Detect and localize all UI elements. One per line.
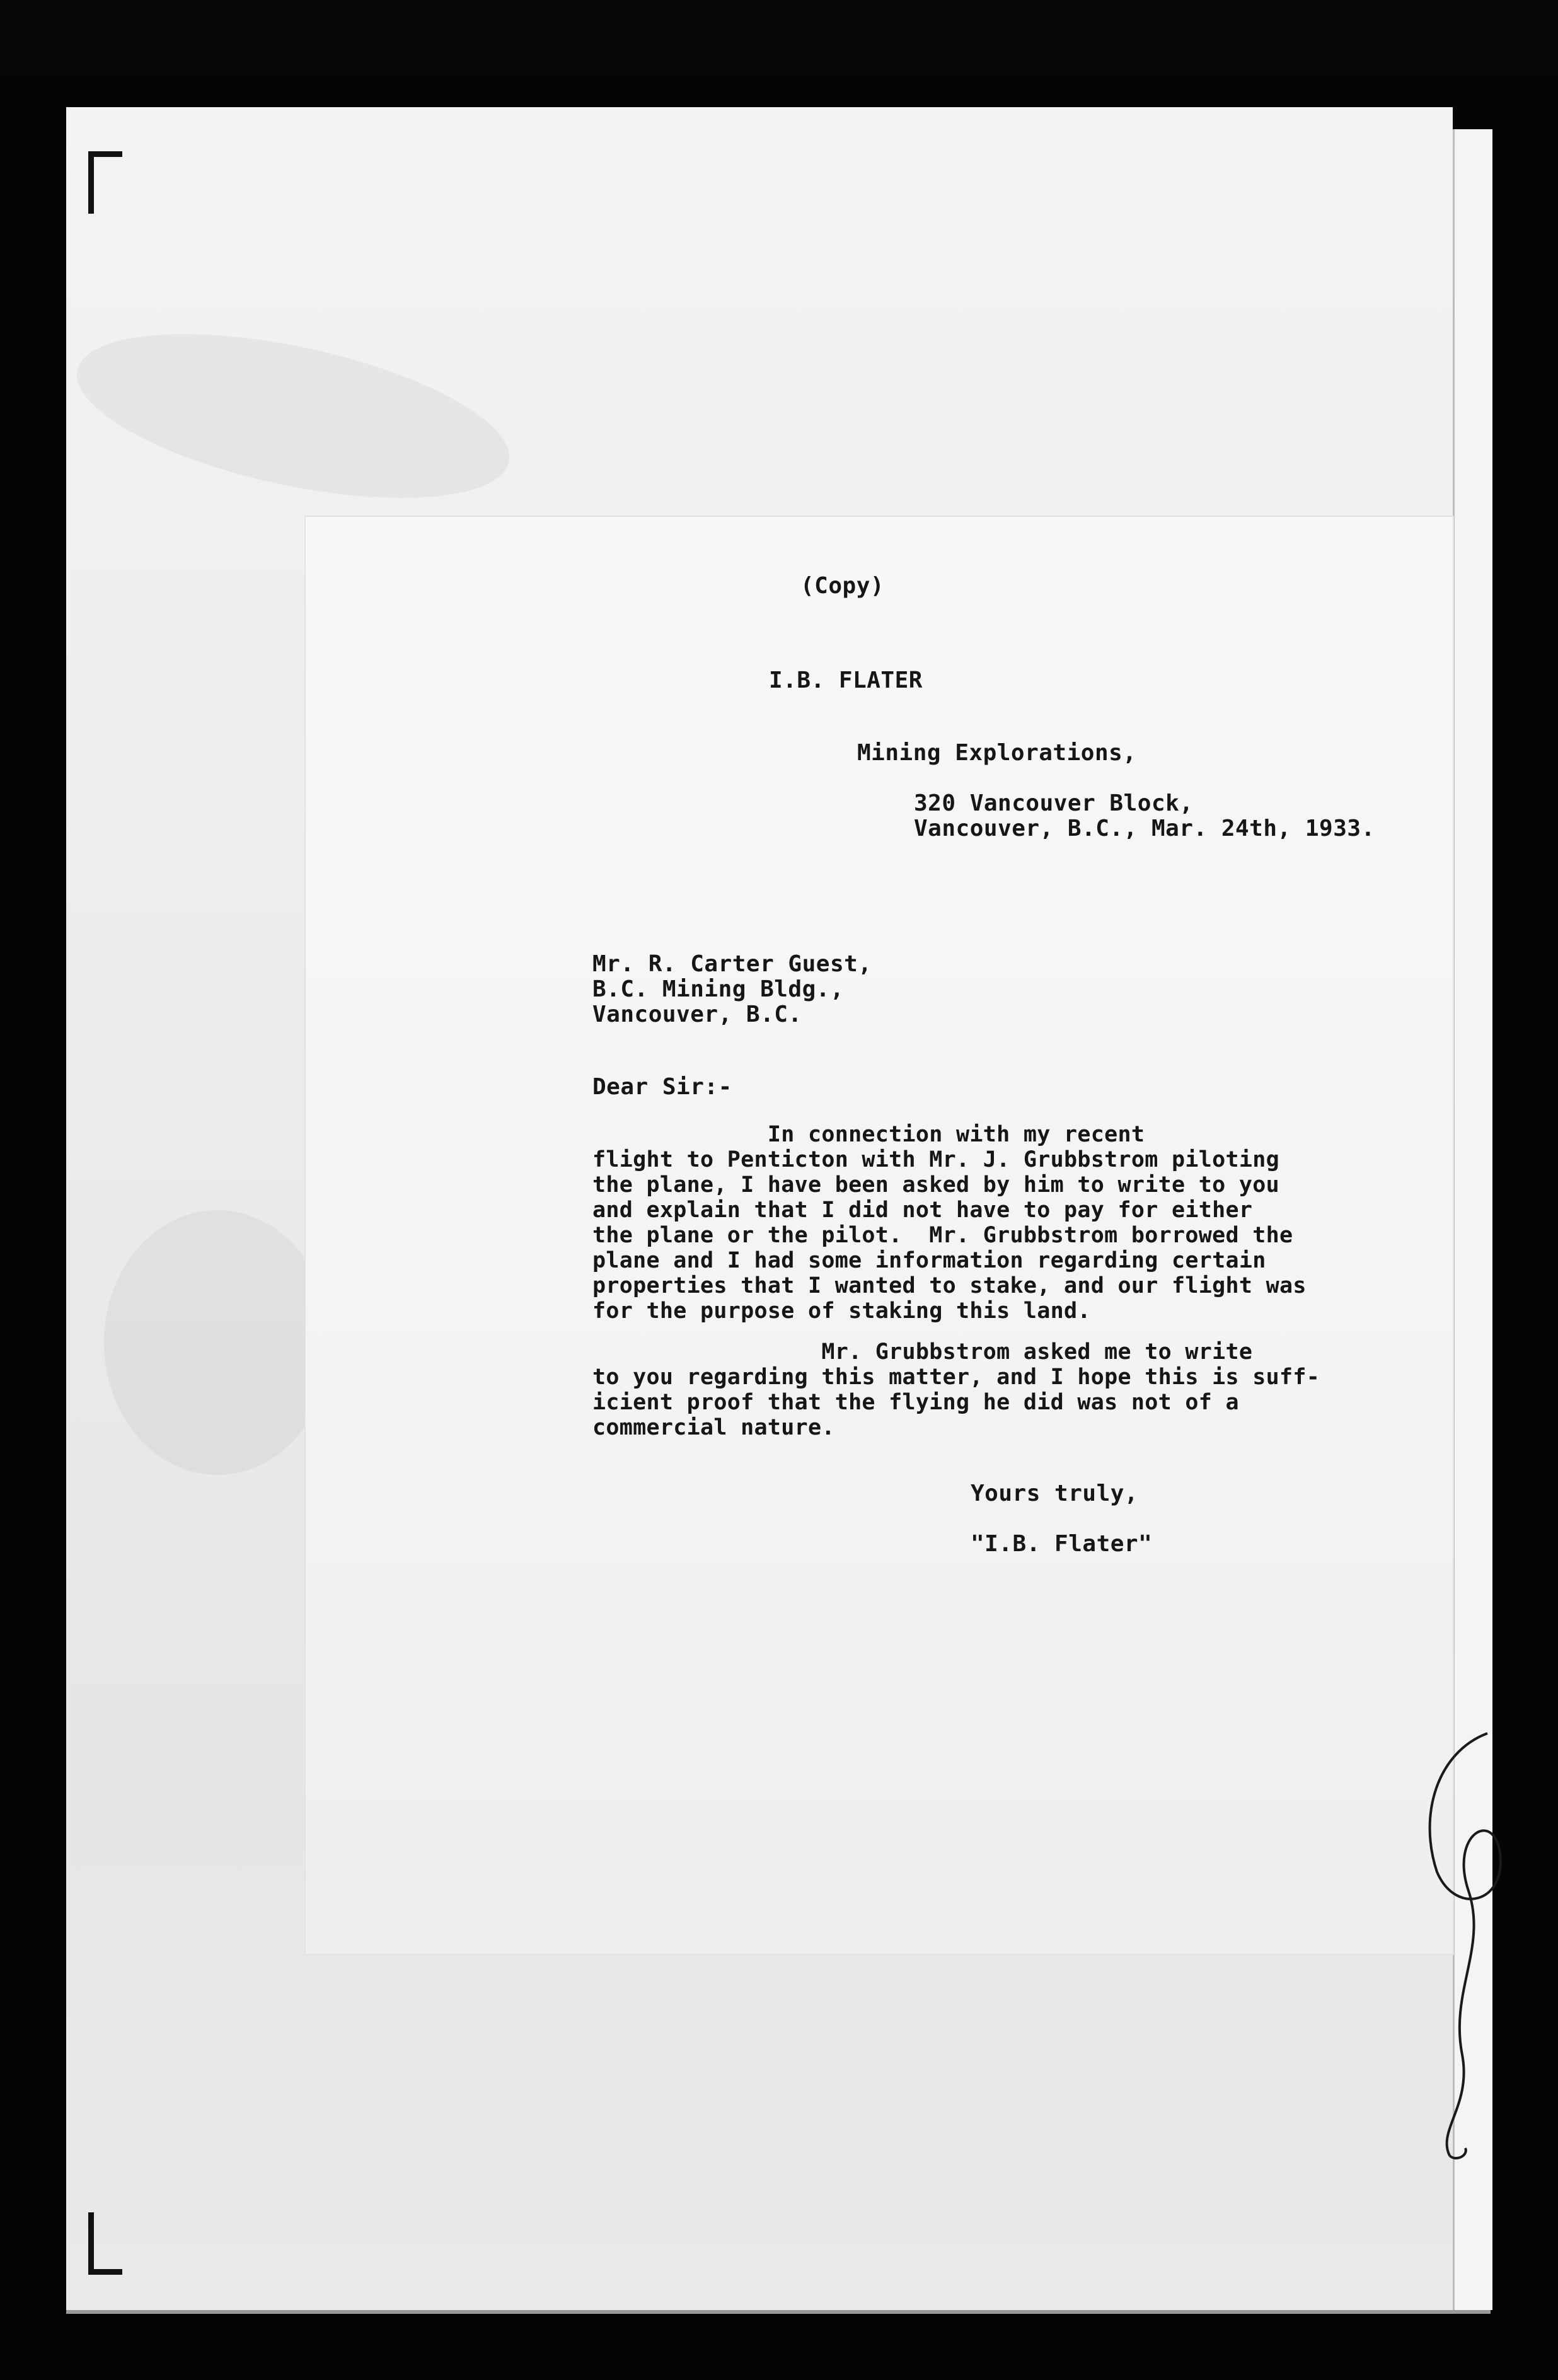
body-line: the plane or the pilot. Mr. Grubbstrom borrowed the <box>592 1223 1293 1248</box>
salutation: Dear Sir:- <box>592 1074 732 1100</box>
body-line: to you regarding this matter, and I hope this is suff- <box>592 1365 1320 1390</box>
backing-bottom-edge <box>66 2310 1491 2314</box>
recipient-line: Mr. R. Carter Guest, <box>592 951 872 977</box>
crop-mark-top-left <box>88 151 122 214</box>
recipient-line: B.C. Mining Bldg., <box>592 976 845 1002</box>
body-line: the plane, I have been asked by him to write to you <box>592 1172 1279 1198</box>
stain-mark <box>63 303 523 530</box>
letterhead-name: I.B. FLATER <box>769 667 923 693</box>
binding-string-icon <box>1412 1727 1538 2168</box>
body-line: and explain that I did not have to pay for either <box>592 1198 1253 1223</box>
address-line-2: Vancouver, B.C., Mar. 24th, 1933. <box>914 816 1375 841</box>
stain-mark <box>104 1210 331 1475</box>
body-line: flight to Penticton with Mr. J. Grubbstrom piloting <box>592 1147 1279 1172</box>
copy-label: (Copy) <box>800 573 885 599</box>
body-line: Mr. Grubbstrom asked me to write <box>592 1339 1253 1365</box>
address-line-1: 320 Vancouver Block, <box>914 790 1194 816</box>
crop-mark-bottom-left <box>88 2212 122 2275</box>
scan-top-border <box>0 0 1558 76</box>
recipient-line: Vancouver, B.C. <box>592 1002 802 1027</box>
body-line: In connection with my recent <box>592 1122 1145 1147</box>
body-line: for the purpose of staking this land. <box>592 1298 1091 1324</box>
body-line: icient proof that the flying he did was not of a <box>592 1390 1239 1415</box>
body-line: properties that I wanted to stake, and our flight was <box>592 1273 1307 1298</box>
body-line: commercial nature. <box>592 1415 835 1440</box>
body-line: plane and I had some information regarding certain <box>592 1248 1266 1273</box>
letter-sheet <box>306 517 1453 1954</box>
letterhead-business: Mining Explorations, <box>857 740 1137 766</box>
closing: Yours truly, <box>971 1481 1139 1506</box>
signature: "I.B. Flater" <box>971 1531 1153 1557</box>
